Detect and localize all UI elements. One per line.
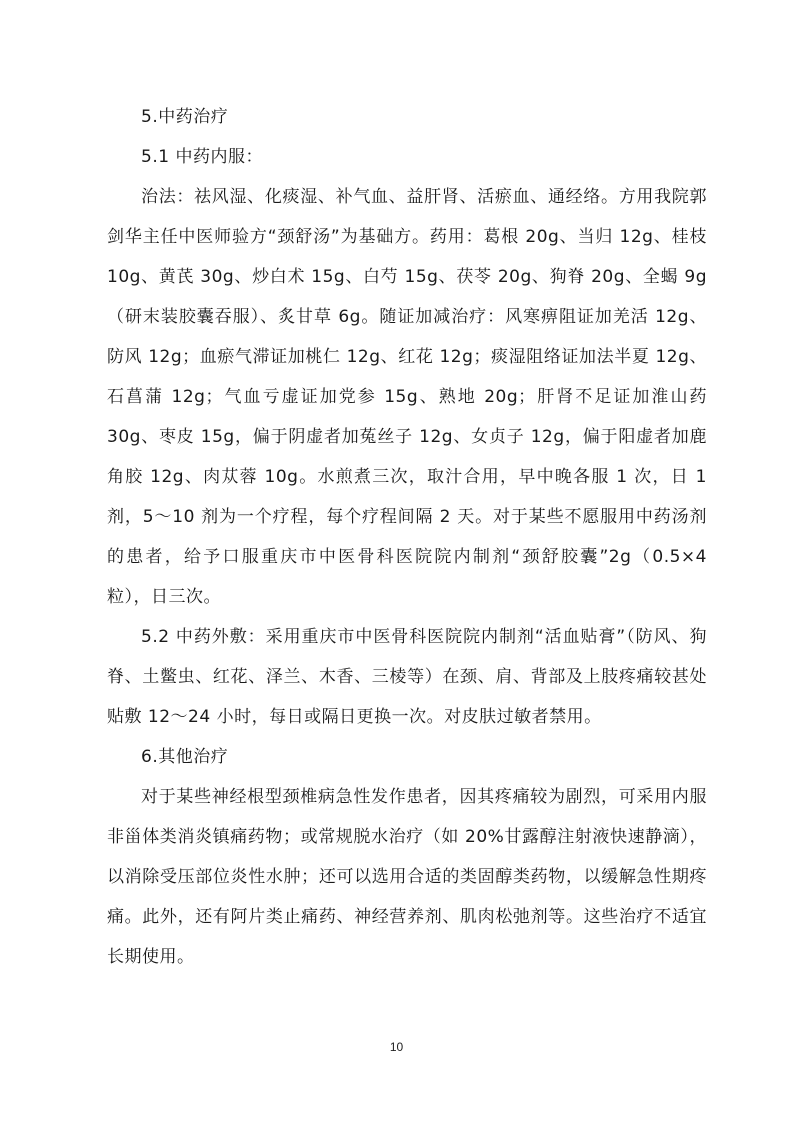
page-content — [107, 97, 707, 977]
section-6-paragraph: 对于某些神经根型颈椎病急性发作患者，因其疼痛较为剧烈，可采用内服非甾体类消炎镇痛药物；或常规脱水治疗（如 20%甘露醇注射液快速静滴），以消除受压部位炎性水肿；还可以选用合适的类固醇类药物，以缓解急性期疼痛。此外，还有阿片类止痛药、神经营养剂、肌肉松弛剂等。这些治疗不适宜长期使用。 — [107, 787, 707, 967]
section-5-2-paragraph: 5.2 中药外敷：采用重庆市中医骨科医院院内制剂“活血贴膏”（防风、狗脊、土鳖虫、红花、泽兰、木香、三棱等）在颈、肩、背部及上肢疼痛较甚处贴敷 12～24 小时，每日或隔日更换一次。对皮肤过敏者禁用。 — [107, 627, 707, 727]
page-number: 10 — [389, 1040, 404, 1054]
section-6-heading: 6.其他治疗 — [141, 747, 229, 767]
section-5-1-heading: 5.1 中药内服： — [141, 147, 263, 167]
section-5-1-paragraph: 治法：祛风湿、化痰湿、补气血、益肝肾、活瘀血、通经络。方用我院郭剑华主任中医师验方“颈舒汤”为基础方。药用：葛根 20g、当归 12g、桂枝 10g、黄芪 30g、炒白术 15g、白芍 15g、茯苓 20g、狗脊 20g、全蝎 9g（研末装胶囊吞服）、炙甘草 6g。随证加减治疗：风寒痹阻证加羌活 12g、防风 12g；血瘀气滞证加桃仁 12g、红花 12g；痰湿阻络证加法半夏 12g、石菖蒲 12g；气血亏虚证加党参 15g、熟地 20g；肝肾不足证加淮山药 30g、枣皮 15g，偏于阴虚者加菟丝子 12g、女贞子 12g，偏于阳虚者加鹿角胶 12g、肉苁蓉 10g。水煎煮三次，取汁合用，早中晚各服 1 次，日 1 剂，5～10 剂为一个疗程，每个疗程间隔 2 天。对于某些不愿服用中药汤剂的患者，给予口服重庆市中医骨科医院院内制剂“颈舒胶囊”2g（0.5×4 粒），日三次。 — [107, 187, 707, 607]
section-5-heading: 5.中药治疗 — [141, 107, 229, 127]
